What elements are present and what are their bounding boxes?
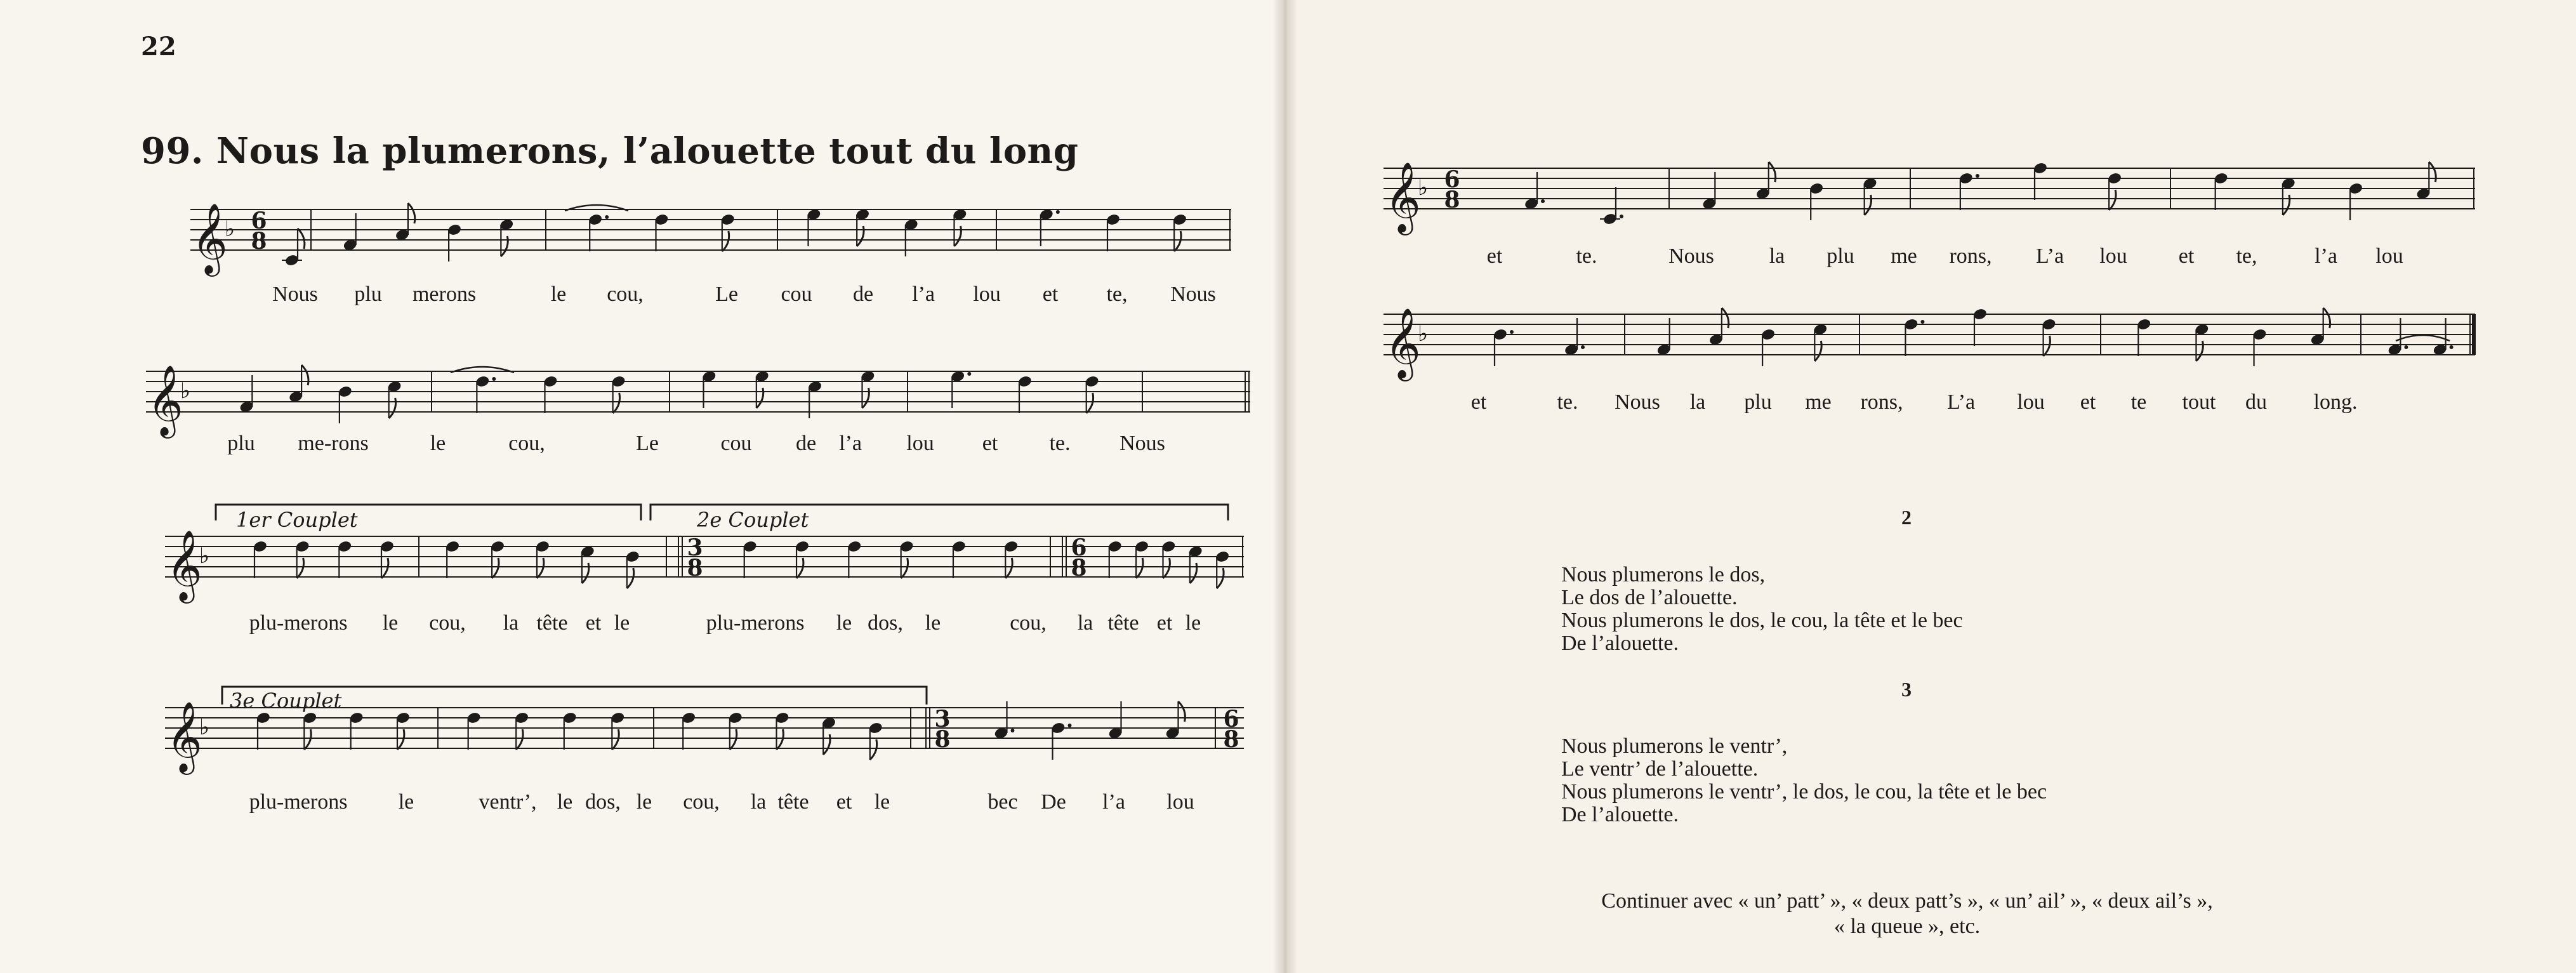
lyric-syllable: te,: [1106, 282, 1128, 306]
lyric-syllable: lou: [2017, 390, 2045, 414]
lyric-syllable: plu: [1744, 390, 1772, 414]
stanza-line: Le ventr’ de l’alouette.: [1561, 757, 1759, 781]
lyric-syllable: et: [585, 611, 602, 635]
lyric-syllable: Nous: [1615, 390, 1660, 414]
stanza-line: De l’alouette.: [1561, 632, 1679, 655]
lyric-syllable: bec: [987, 790, 1018, 814]
time-signature: 6: [1444, 166, 1460, 193]
lyric-syllable: me: [1805, 390, 1832, 414]
lyric-syllable: et: [836, 790, 852, 814]
lyric-syllable: cou,: [429, 611, 466, 635]
stanza-number: 3: [1901, 678, 1912, 701]
footnote-line: Continuer avec « un’ patt’ », « deux patt’s », « un’ ail’ », « deux ail’s »,: [1601, 889, 2213, 913]
lyric-syllable: plu-merons: [249, 790, 348, 814]
flat-sign-icon: ♭: [180, 378, 191, 404]
lyric-syllable: cou,: [607, 282, 644, 306]
lyric-syllable: long.: [2313, 390, 2358, 414]
lyric-syllable: le: [636, 790, 652, 814]
stanza-number: 2: [1901, 506, 1912, 529]
lyric-syllable: et: [982, 432, 998, 455]
lyric-syllable: la: [1077, 611, 1093, 635]
stanza: [1561, 564, 1963, 655]
lyric-syllable: l’a: [2315, 244, 2337, 268]
couplet-label: 1er Couplet: [236, 508, 358, 532]
flat-sign-icon: ♭: [1418, 175, 1429, 201]
stanza-line: Nous plumerons le dos, le cou, la tête et le bec: [1561, 609, 1963, 632]
flat-sign-icon: ♭: [225, 216, 235, 242]
couplet-label: 2e Couplet: [697, 508, 809, 532]
lyric-syllable: l’a: [1102, 790, 1125, 814]
lyric-syllable: le: [614, 611, 630, 635]
treble-clef-icon: 𝄞: [166, 529, 202, 600]
flat-sign-icon: ♭: [199, 715, 210, 740]
lyric-syllable: et: [2178, 244, 2195, 268]
lyric-syllable: tête: [1107, 611, 1139, 635]
lyric-syllable: tête: [536, 611, 568, 635]
lyric-syllable: la: [1769, 244, 1785, 268]
lyric-syllable: te.: [1576, 244, 1597, 268]
lyric-syllable: De: [1041, 790, 1066, 814]
time-signature: 8: [687, 555, 703, 581]
lyric-syllable: te,: [2236, 244, 2257, 268]
time-signature: 8: [934, 726, 951, 753]
page-number: 22: [141, 32, 176, 62]
lyric-syllable: lou: [1166, 790, 1194, 814]
lyric-syllable: cou,: [508, 432, 545, 455]
time-signature: 8: [1071, 555, 1087, 581]
lyric-syllable: et: [2080, 390, 2096, 414]
lyric-syllable: de: [795, 432, 817, 455]
lyric-syllable: plu: [1826, 244, 1854, 268]
lyric-syllable: te.: [1049, 432, 1071, 455]
lyric-line: [0, 390, 2576, 422]
treble-clef-icon: 𝄞: [1385, 161, 1421, 232]
lyric-syllable: rons,: [1860, 390, 1903, 414]
lyric-syllable: le: [874, 790, 890, 814]
lyric-line: [0, 611, 1269, 643]
lyric-syllable: cou,: [683, 790, 720, 814]
lyric-syllable: te.: [1557, 390, 1578, 414]
time-signature: 3: [934, 706, 951, 732]
lyric-syllable: lou: [906, 432, 934, 455]
lyric-syllable: Nous: [1170, 282, 1216, 306]
lyric-line: [0, 244, 2576, 276]
stanza-line: Nous plumerons le ventr’,: [1561, 734, 1788, 758]
song-title: 99. Nous la plumerons, l’alouette tout du long: [141, 130, 1079, 172]
lyric-syllable: du: [2245, 390, 2267, 414]
footnote-line: « la queue », etc.: [1833, 915, 1981, 938]
lyric-syllable: L’a: [1946, 390, 1976, 414]
time-signature: 8: [251, 228, 267, 255]
lyric-syllable: Le: [636, 432, 659, 455]
lyric-syllable: dos,: [585, 790, 621, 814]
treble-clef-icon: 𝄞: [147, 364, 183, 435]
lyric-syllable: cou: [720, 432, 752, 455]
stanza-line: Nous plumerons le dos,: [1561, 563, 1766, 586]
lyric-syllable: le: [550, 282, 567, 306]
lyric-syllable: rons,: [1949, 244, 1992, 268]
treble-clef-icon: 𝄞: [192, 202, 228, 274]
lyric-line: [0, 432, 1269, 463]
lyric-syllable: cou,: [1010, 611, 1047, 635]
lyric-syllable: plu: [354, 282, 382, 306]
lyric-line: [0, 790, 1269, 822]
lyric-syllable: le: [398, 790, 414, 814]
lyric-syllable: me-rons: [298, 432, 369, 455]
time-signature: 6: [1223, 706, 1239, 732]
lyric-syllable: et: [1486, 244, 1503, 268]
lyric-syllable: merons: [412, 282, 477, 306]
lyric-syllable: Nous: [272, 282, 318, 306]
lyric-syllable: la: [750, 790, 767, 814]
lyric-syllable: l’a: [839, 432, 862, 455]
lyric-syllable: tête: [777, 790, 809, 814]
lyric-syllable: tout: [2182, 390, 2216, 414]
lyric-syllable: plu: [227, 432, 255, 455]
lyric-syllable: et: [1470, 390, 1487, 414]
lyric-syllable: de: [852, 282, 874, 306]
lyric-syllable: le: [1185, 611, 1201, 635]
treble-clef-icon: 𝄞: [166, 701, 202, 772]
lyric-syllable: la: [1689, 390, 1706, 414]
time-signature: 8: [1444, 187, 1460, 213]
lyric-syllable: et: [1042, 282, 1059, 306]
footnote: [1447, 889, 2367, 939]
flat-sign-icon: ♭: [199, 543, 210, 569]
time-signature: 6: [1071, 534, 1087, 561]
lyric-syllable: le: [382, 611, 399, 635]
time-signature: 6: [251, 208, 267, 234]
lyric-syllable: plu-merons: [706, 611, 805, 635]
lyric-syllable: Nous: [1120, 432, 1165, 455]
lyric-syllable: dos,: [868, 611, 903, 635]
lyric-syllable: le: [925, 611, 941, 635]
stanza-line: De l’alouette.: [1561, 803, 1679, 826]
stanza-line: Le dos de l’alouette.: [1561, 586, 1738, 609]
lyric-syllable: le: [430, 432, 446, 455]
lyric-syllable: la: [503, 611, 519, 635]
couplet-label: 3e Couplet: [230, 689, 342, 713]
stanza: [1561, 735, 2047, 826]
treble-clef-icon: 𝄞: [1385, 307, 1421, 378]
lyric-syllable: lou: [2099, 244, 2127, 268]
lyric-syllable: ventr’,: [479, 790, 537, 814]
lyric-syllable: lou: [2375, 244, 2403, 268]
lyric-line: [0, 282, 1269, 314]
lyric-syllable: le: [557, 790, 573, 814]
lyric-syllable: cou: [781, 282, 812, 306]
time-signature: 8: [1223, 726, 1239, 753]
lyric-syllable: plu-merons: [249, 611, 348, 635]
lyric-syllable: et: [1156, 611, 1173, 635]
lyric-syllable: le: [836, 611, 852, 635]
lyric-syllable: te: [2130, 390, 2147, 414]
lyric-syllable: me: [1891, 244, 1917, 268]
time-signature: 3: [687, 534, 703, 561]
lyric-syllable: L’a: [2035, 244, 2064, 268]
lyric-syllable: l’a: [912, 282, 935, 306]
flat-sign-icon: ♭: [1418, 321, 1429, 347]
stanza-line: Nous plumerons le ventr’, le dos, le cou, la tête et le bec: [1561, 780, 2047, 804]
lyric-syllable: Le: [715, 282, 738, 306]
lyric-syllable: Nous: [1668, 244, 1714, 268]
lyric-syllable: lou: [973, 282, 1001, 306]
